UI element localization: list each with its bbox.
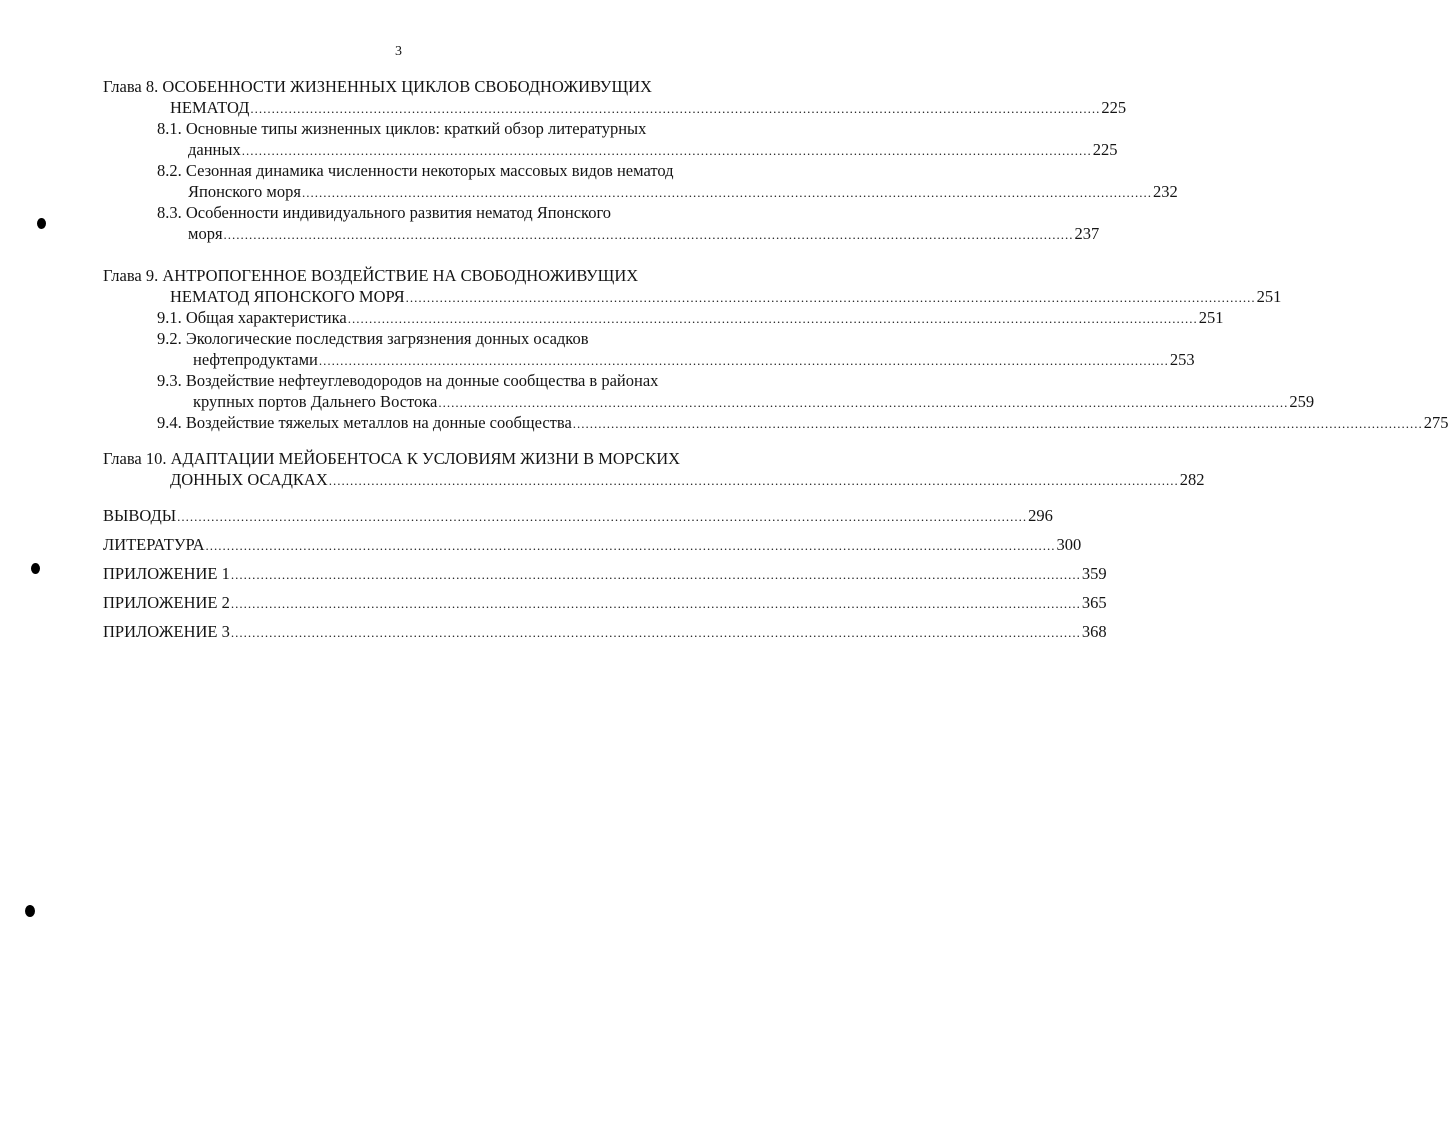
toc-chapter-9-title-line1: Глава 9. АНТРОПОГЕННОЕ ВОЗДЕЙСТВИЕ НА СВОБОДНОЖИВУЩИХ <box>103 266 639 285</box>
toc-section-9-1-entry[interactable] <box>103 307 1224 328</box>
toc-chapter-9-title <box>103 265 746 286</box>
leader-dots: ........................................................................................................................................................................................................ <box>318 353 1169 368</box>
toc-section-8-1-title <box>103 118 746 139</box>
toc-appendix-3-entry[interactable] <box>103 621 1107 642</box>
toc-section-8-3-entry[interactable] <box>103 223 1100 244</box>
toc-literature-entry[interactable] <box>103 534 1082 555</box>
toc-section-9-2-line1: 9.2. Экологические последствия загрязнения донных осадков <box>157 329 589 348</box>
toc-conclusions-entry[interactable] <box>103 505 1053 526</box>
leader-dots: ........................................................................................................................................................................................................ <box>230 596 1081 611</box>
table-of-contents <box>103 76 1449 642</box>
leader-dots: ........................................................................................................................................................................................................ <box>405 290 1256 305</box>
toc-chapter-10-entry[interactable] <box>103 469 1205 490</box>
toc-section-8-1-line1: 8.1. Основные типы жизненных циклов: краткий обзор литературных <box>157 119 647 138</box>
toc-literature-page: 300 <box>1056 535 1082 554</box>
toc-appendix-3-page: 368 <box>1081 622 1107 641</box>
toc-section-8-2-line1: 8.2. Сезонная динамика численности некоторых массовых видов нематод <box>157 161 674 180</box>
toc-appendix-1-label: ПРИЛОЖЕНИЕ 1 <box>103 564 230 583</box>
punch-hole-mark <box>31 563 40 574</box>
toc-chapter-10-title-line2: ДОННЫХ ОСАДКАХ <box>170 470 328 489</box>
toc-chapter-8-entry[interactable] <box>103 97 1127 118</box>
toc-section-9-2-page: 253 <box>1169 350 1195 369</box>
toc-section-9-3-title <box>103 370 746 391</box>
leader-dots: ........................................................................................................................................................................................................ <box>230 567 1081 582</box>
leader-dots: ........................................................................................................................................................................................................ <box>241 143 1092 158</box>
punch-hole-mark <box>25 905 35 917</box>
leader-dots: ........................................................................................................................................................................................................ <box>223 227 1074 242</box>
toc-section-8-3-title <box>103 202 746 223</box>
toc-section-9-2-entry[interactable] <box>103 349 1195 370</box>
toc-chapter-10-title <box>103 448 746 469</box>
toc-chapter-10-page: 282 <box>1179 470 1205 489</box>
toc-section-8-2-entry[interactable] <box>103 181 1178 202</box>
toc-conclusions-page: 296 <box>1028 506 1053 525</box>
toc-section-8-1-entry[interactable] <box>103 139 1118 160</box>
toc-section-8-3-page: 237 <box>1074 224 1100 243</box>
leader-dots: ........................................................................................................................................................................................................ <box>328 473 1179 488</box>
toc-chapter-9-page: 251 <box>1256 287 1282 306</box>
toc-section-8-3-line1: 8.3. Особенности индивидуального развития нематод Японского <box>157 203 612 222</box>
toc-appendix-2-page: 365 <box>1081 593 1107 612</box>
toc-section-8-1-line2: данных <box>188 140 241 159</box>
toc-section-8-2-line2: Японского моря <box>188 182 301 201</box>
toc-section-9-2-line2: нефтепродуктами <box>193 350 318 369</box>
toc-section-9-3-page: 259 <box>1289 392 1315 411</box>
page-number: 3 <box>395 44 402 59</box>
toc-appendix-1-entry[interactable] <box>103 563 1107 584</box>
leader-dots: ........................................................................................................................................................................................................ <box>347 311 1198 326</box>
toc-section-8-2-page: 232 <box>1152 182 1178 201</box>
toc-section-9-3-entry[interactable] <box>103 391 1315 412</box>
toc-literature-label: ЛИТЕРАТУРА <box>103 535 205 554</box>
toc-section-9-1-page: 251 <box>1198 308 1224 327</box>
toc-chapter-9-entry[interactable] <box>103 286 1282 307</box>
leader-dots: ........................................................................................................................................................................................................ <box>572 416 1423 431</box>
leader-dots: ........................................................................................................................................................................................................ <box>438 395 1289 410</box>
toc-section-8-1-page: 225 <box>1092 140 1118 159</box>
leader-dots: ........................................................................................................................................................................................................ <box>230 625 1081 640</box>
toc-section-9-4-page: 275 <box>1423 413 1449 432</box>
toc-section-9-3-line2: крупных портов Дальнего Востока <box>193 392 438 411</box>
toc-chapter-8-title <box>103 76 746 97</box>
leader-dots: ........................................................................................................................................................................................................ <box>177 509 1028 524</box>
toc-chapter-8-title-line2: НЕМАТОД <box>170 98 250 117</box>
toc-section-8-3-line2: моря <box>188 224 223 243</box>
leader-dots: ........................................................................................................................................................................................................ <box>205 538 1056 553</box>
toc-section-9-3-line1: 9.3. Воздействие нефтеуглеводородов на донные сообщества в районах <box>157 371 659 390</box>
leader-dots: ........................................................................................................................................................................................................ <box>250 101 1101 116</box>
toc-section-9-1-line1: 9.1. Общая характеристика <box>157 308 347 327</box>
toc-appendix-3-label: ПРИЛОЖЕНИЕ 3 <box>103 622 230 641</box>
toc-conclusions-label: ВЫВОДЫ <box>103 506 177 525</box>
toc-section-9-4-entry[interactable] <box>103 412 1449 433</box>
toc-section-9-4-line1: 9.4. Воздействие тяжелых металлов на донные сообщества <box>157 413 572 432</box>
toc-chapter-9-title-line2: НЕМАТОД ЯПОНСКОГО МОРЯ <box>170 287 405 306</box>
toc-appendix-2-entry[interactable] <box>103 592 1107 613</box>
punch-hole-mark <box>37 218 46 229</box>
toc-section-8-2-title <box>103 160 746 181</box>
leader-dots: ........................................................................................................................................................................................................ <box>301 185 1152 200</box>
toc-appendix-1-page: 359 <box>1081 564 1107 583</box>
toc-appendix-2-label: ПРИЛОЖЕНИЕ 2 <box>103 593 230 612</box>
toc-chapter-8-page: 225 <box>1101 98 1127 117</box>
toc-chapter-8-title-line1: Глава 8. ОСОБЕННОСТИ ЖИЗНЕННЫХ ЦИКЛОВ СВОБОДНОЖИВУЩИХ <box>103 77 652 96</box>
toc-chapter-10-title-line1: Глава 10. АДАПТАЦИИ МЕЙОБЕНТОСА К УСЛОВИЯМ ЖИЗНИ В МОРСКИХ <box>103 449 681 468</box>
toc-section-9-2-title <box>103 328 746 349</box>
